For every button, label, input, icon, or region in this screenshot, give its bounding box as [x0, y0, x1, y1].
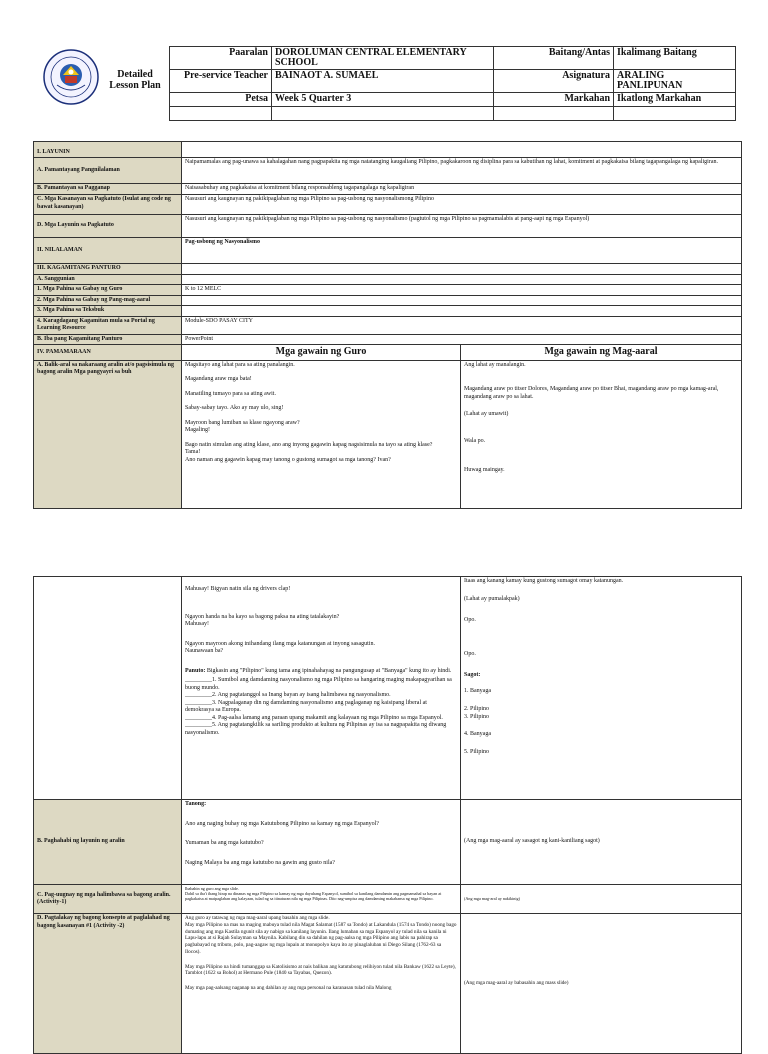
portal-label: 4. Karagdagang Kagamitan mula sa Portal ng Learning Resource — [34, 316, 182, 334]
pagtalakay-guro-cell — [182, 914, 461, 1054]
quiz-item: _________3. Nagpalaganap din ng damdaming nasyonalismo ang paglaganap ng kaisipang liberal at demokrasya sa Europa. — [185, 699, 427, 713]
markahan-value: Ikatlong Markahan — [614, 93, 736, 107]
portal-value: Module-SDO PASAY CITY — [182, 316, 742, 334]
gabay-magaaral-empty — [182, 295, 742, 306]
pag-uugnay-label: C. Pag-uugnay ng mga halimbawa sa bagong aralin. (Activity-1) — [34, 885, 182, 914]
teacher-value: BAINAOT A. SUMAEL — [272, 70, 494, 93]
kasanayan-label: C. Mga Kasanayan sa Pagkatuto (Isulat ang code ng bawat kasanayan) — [34, 195, 182, 215]
magaaral-line: Opo. — [464, 650, 476, 657]
layunin-empty — [182, 142, 742, 158]
guro-line: Dahil sa iba't ibang hirap na dinanas ng mga Pilipino sa kamay ng mga dayuhang Espanyol, sumibol sa kanilang damdamin ang pagmamahal sa bayan at pagkakaisa at maipaglaban ang kalayaan, tulad ng sa itinaturan nila ng mga Pilipinas. Dito nag-umpisa ang damdaming makabansa ng mga Pilipino. — [185, 891, 442, 902]
guro-line: Ibabahin ng guro ang mga slide. — [185, 886, 239, 891]
balik-aral-guro-cell — [182, 360, 461, 508]
paghahabi-magaaral-cell: (Ang mga mag-aaral ay sasagot ng kani-kaniliang sagot) — [461, 800, 742, 885]
guro-line: Sabay-sabay tayo. Ako ay may ulo, sing! — [185, 405, 284, 411]
sanggunian-label: A. Sanggunian — [34, 274, 182, 285]
header-empty-cell — [170, 107, 272, 121]
doc-title-line2: Lesson Plan — [109, 80, 161, 91]
tanong-line: Yumaman ba ang mga katutubo? — [185, 840, 264, 846]
guro-line: Ang guro ay tatawag ng mga mag-aaral upang basahin ang mga slide. — [185, 915, 330, 921]
panuto-prefix: Panuto: — [185, 667, 206, 674]
layunin-heading: I. LAYUNIN — [34, 142, 182, 158]
tanong-label: Tanong: — [185, 801, 207, 807]
guro-line: Bago natin simulan ang ating klase, ano ang inyong gagawin kapag nagsisimula na tayo sa ating klase? — [185, 441, 433, 448]
magaaral-line: Ang lahat ay manalangin. — [464, 361, 526, 368]
guro-line: Tama! — [185, 449, 201, 455]
guro-line: Ngayon handa na ba kayo sa bagong paksa na ating tatalakayin? — [185, 613, 340, 620]
quiz-item: _________2. Ang pagtatanggol sa Inang bayan ay isang halimbawa ng nasyonalismo. — [185, 692, 391, 698]
gabay-guro-value: K to 12 MELC — [182, 285, 742, 296]
doc-title-line1: Detailed — [117, 69, 153, 80]
kasanayan-value: Nasusuri ang kaugnayan ng pakikipaglaban ng mga Pilipino sa pag-usbong ng nasyonalismong Pilipino — [182, 195, 742, 215]
paaralan-label: Paaralan — [170, 47, 272, 70]
gawain-guro-header: Mga gawain ng Guro — [182, 345, 461, 361]
pagtalakay-magaaral-cell: (Ang mga mag-aaral ay babasahin ang mass slide) — [461, 914, 742, 1054]
layunin-pagkatuto-value: Nasusuri ang kaugnayan ng pakikipaglaban ng mga Pilipino sa pag-usbong ng nasyonalismo (pagtutol ng mga Pilipino sa pagmamalabis at pang-aapi ng mga Espanyol) — [182, 215, 742, 238]
teksbuk-empty — [182, 306, 742, 317]
lesson-plan-table-page2 — [33, 576, 742, 1054]
asignatura-value: ARALING PANLIPUNAN — [614, 70, 736, 93]
lesson-plan-table-page1 — [33, 141, 742, 509]
sagot-item: 2. Pilipino — [464, 706, 490, 712]
guro-line: Ano naman ang gagawin kapag may tanong o gustong sumagot sa mga tanong? Ivan? — [185, 456, 391, 463]
sagot-label: Sagot: — [464, 672, 481, 678]
magaaral-line: Magandang araw po titser Dolores, Magandang araw po titser Bhai, magandang araw po mga kamag-aral, magandang araw po sa lahat. — [464, 386, 719, 400]
deped-seal-icon — [43, 49, 99, 105]
magaaral-line: (Lahat ay umawit) — [464, 411, 509, 417]
sagot-item: 3. Pilipino — [464, 713, 490, 720]
doc-title — [104, 69, 166, 91]
gabay-magaaral-label: 2. Mga Pahina sa Gabay ng Pang-mag-aaral — [34, 295, 182, 306]
teksbuk-label: 3. Mga Pahina sa Teksbuk — [34, 306, 182, 317]
guro-line: Mayroon bang lumiban sa klase ngayong araw? — [185, 419, 300, 426]
tanong-line: Naging Malaya ba ang mga katutubo na gawin ang gusto nila? — [185, 859, 335, 866]
petsa-label: Petsa — [170, 93, 272, 107]
magaaral-line: (Lahat ay pumalakpak) — [464, 595, 520, 602]
paaralan-value: DOROLUMAN CENTRAL ELEMENTARY SCHOOL — [272, 47, 494, 70]
guro-line: Magsitayo ang lahat para sa ating panalangin. — [185, 361, 295, 368]
asignatura-label: Asignatura — [494, 70, 614, 93]
baitang-value: Ikalimang Baitang — [614, 47, 736, 70]
guro-line: May mga pag-aalsang naganap na ang dahilan ay ang mga personal na karanasan tulad nila Malong — [185, 985, 392, 991]
petsa-value: Week 5 Quarter 3 — [272, 93, 494, 107]
magaaral-line: Wala po. — [464, 437, 486, 444]
pamantayan-pagganap-label: B. Pamantayan sa Pagganap — [34, 184, 182, 195]
pamantayang-pangnilalaman-value: Naipamamalas ang pag-unawa sa kahalagahan nang pagpapakita ng mga natatanging kaugaliang Pilipino, pagkakaroon ng disiplina para sa kabutihan ng lahat, komitment at pagkakaisa bilang tagapangalaga ng kapaligiran. — [182, 158, 742, 184]
nilalaman-label: II. NILALAMAN — [34, 238, 182, 264]
guro-line: Naunawaan ba? — [185, 648, 224, 654]
pag-uugnay-magaaral-cell: (Ang mga mag-aral ay nakikinig) — [461, 885, 742, 914]
pamantayang-pangnilalaman-label: A. Pamantayang Pangnilalaman — [34, 158, 182, 184]
iba-pang-kagamitan-value: PowerPoint — [182, 334, 742, 345]
header-empty-cell — [494, 107, 614, 121]
pag-uugnay-guro-cell — [182, 885, 461, 914]
quiz-item: _________1. Sumibol ang damdaming nasyonalismo ng mga Pilipino sa hangaring maging makapagyarihan sa buong mundo. — [185, 677, 452, 691]
gawain-magaaral-header: Mga gawain ng Mag-aaral — [461, 345, 742, 361]
guro-line: Manatiling tumayo para sa ating awit. — [185, 390, 276, 397]
guro-line: May mga Pilipino na mas na maging mabuya tulad nila Magat Salamat (1587 sa Tondo) at Lakandula (1574 sa Tondo) noong bago dumating ang mga Kastila ngunit sila ay nabigo sa kanilang layunin. Ilang lumaban sa mga Espanyol ay tulad nila sa kanila ni Lapu-lapu at si Rajah Sulayman sa Maynila. Kabilang din sa dahilan ng pag-aalsa ng mga Pilipino ang labis na pahirap sa pagbabayad ng tributo, polo, pag-aagaw ng mga lupain at monopolyo kaya ito ay pinaglaluban ni Diego Silang (1762-63 sa Ilocos). — [185, 921, 457, 955]
deped-seal — [43, 49, 99, 105]
balik-aral-magaaral-cell — [461, 360, 742, 508]
magaaral-line: Itaas ang kanang kamay kung gustong sumagot omay katanungan. — [464, 578, 624, 584]
panuto — [185, 668, 457, 676]
magaaral-line: Huwag maingay. — [464, 467, 505, 473]
iba-pang-kagamitan-label: B. Iba pang Kagamitang Panturo — [34, 334, 182, 345]
magaaral-line: Opo. — [464, 617, 476, 623]
continued-guro-cell — [182, 577, 461, 800]
pagtalakay-label: D. Pagtalakay ng bagong konsepto at paglalahad ng bagong kasanayan #1 (Activity -2) — [34, 914, 182, 1054]
guro-line: Mahusay! — [185, 621, 209, 627]
header-empty-cell — [272, 107, 494, 121]
pamamaraan-label: IV. PAMAMARAAN — [34, 345, 182, 361]
paghahabi-label: B. Paghahabi ng layunin ng aralin — [34, 800, 182, 885]
guro-line: Magaling! — [185, 427, 210, 433]
sanggunian-empty — [182, 274, 742, 285]
nilalaman-value: Pag-usbong ng Nasyonalismo — [182, 238, 742, 264]
paghahabi-guro-cell — [182, 800, 461, 885]
continued-magaaral-cell — [461, 577, 742, 800]
guro-line: Magandang araw mga bata! — [185, 376, 252, 382]
guro-line: May mga Pilipino na hindi tumanggap sa Katolisismo at nais balikan ang katutubong relihiyon tulad nila Bankaw (1622 sa Leyte), Tamblot (1622 sa Bohol) at Hermano Pule (1840 sa Tayabas, Quezon). — [185, 963, 456, 977]
sagot-item: 5. Pilipino — [464, 748, 490, 755]
layunin-pagkatuto-label: D. Mga Layunin sa Pagkatuto — [34, 215, 182, 238]
kagamitan-empty — [182, 264, 742, 275]
sagot-item: 4. Banyaga — [464, 731, 491, 737]
continued-label-cell — [34, 577, 182, 800]
sagot-item: 1. Banyaga — [464, 687, 491, 694]
teacher-label: Pre-service Teacher — [170, 70, 272, 93]
quiz-item: _________5. Ang pagtatangkilik sa sariling produkto at kultura ng Pilipinas ay isa sa nagpapakita ng diwang nasyonalismo. — [185, 722, 447, 736]
baitang-label: Baitang/Antas — [494, 47, 614, 70]
header-empty-cell — [614, 107, 736, 121]
guro-line: Ngayon mayroon akong inihandang ilang mga katanungan at inyong sasagutin. — [185, 640, 375, 647]
balik-aral-label: A. Balik-aral sa nakaraang aralin at/o pagsisimula ng bagong aralin Mga pangyayri sa buh — [34, 360, 182, 508]
quiz-item: _________4. Pag-aalsa lamang ang paraan upang makamit ang kalayaan ng mga Pilipino sa mga Espanyol. — [185, 714, 443, 721]
kagamitan-label: III. KAGAMITANG PANTURO — [34, 264, 182, 275]
markahan-label: Markahan — [494, 93, 614, 107]
header-table — [169, 46, 736, 121]
panuto-text: Bigkasin ang "Pilipino" kung tama ang ipinahahayag na pangungusap at "Banyaga" kung ito ay hindi. — [206, 667, 452, 674]
tanong-line: Ano ang naging buhay ng mga Katutubong Pilipino sa kamay ng mga Espanyol? — [185, 820, 379, 827]
gabay-guro-label: 1. Mga Pahina sa Gabay ng Guro — [34, 285, 182, 296]
pamantayan-pagganap-value: Naisasabuhay ang pagkakaisa at komitment bilang responsableng tagapangalaga ng kapaligiran — [182, 184, 742, 195]
guro-line: Mahusay! Bigyan natin sila ng drivers clap! — [185, 586, 291, 592]
